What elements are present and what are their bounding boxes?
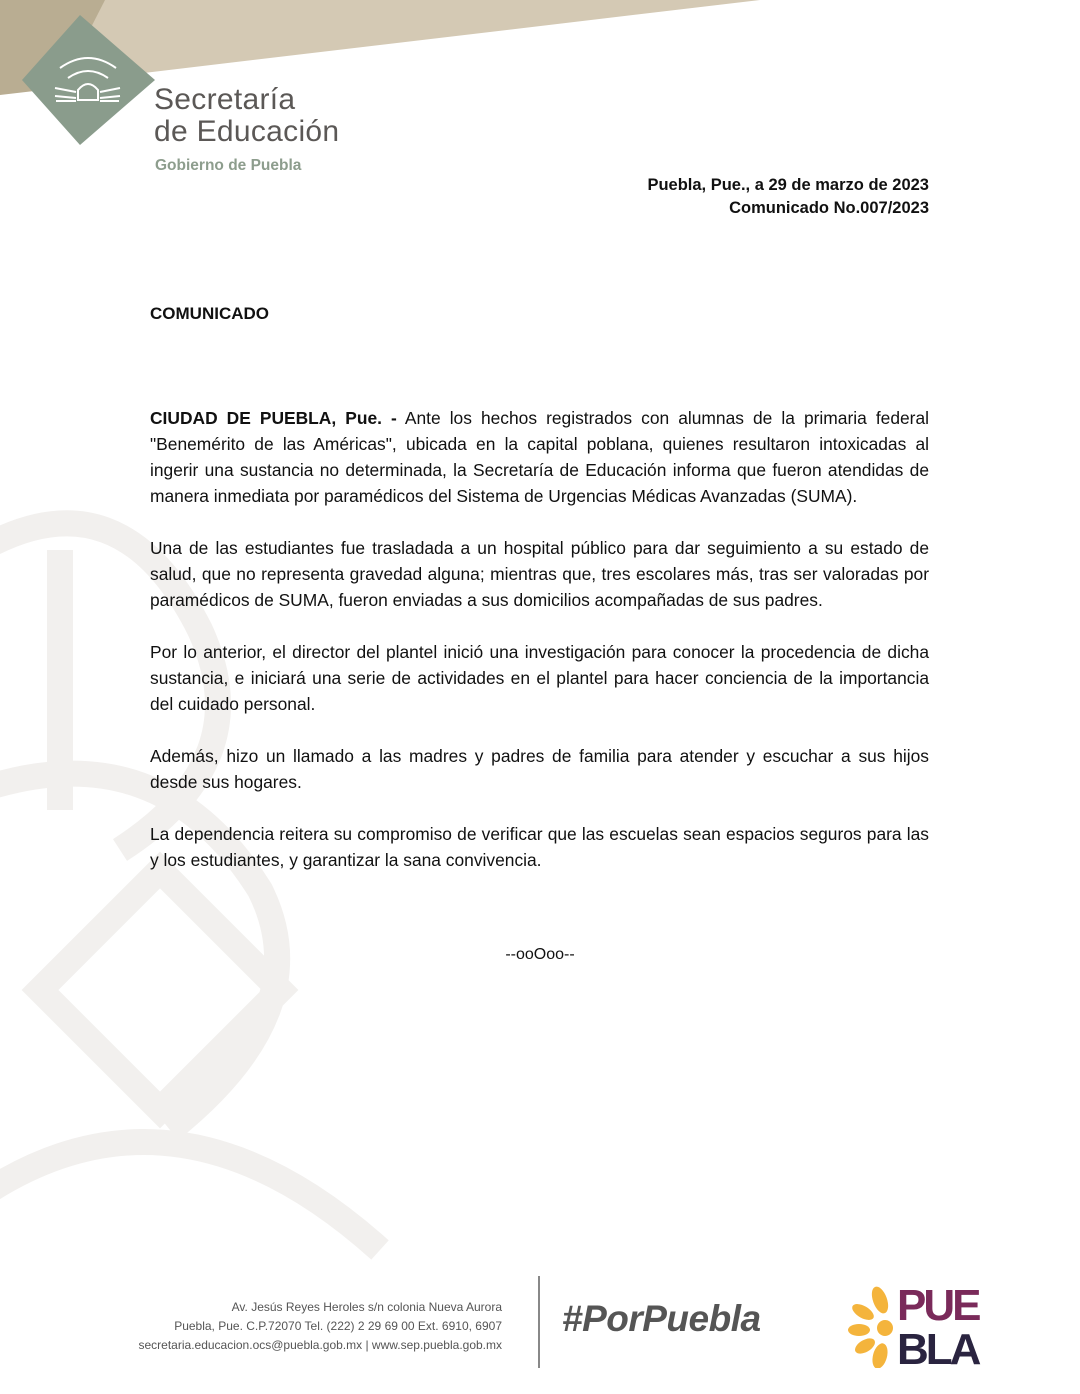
- paragraph: Por lo anterior, el director del plantel inició una investigación para conocer la procedencia de dicha sustancia, e iniciará una serie de actividades en el plantel para hacer conciencia de la importancia del cuidado personal.: [150, 642, 929, 714]
- paragraph: La dependencia reitera su compromiso de verificar que las escuelas sean espacios seguros para las y los estudiantes, y garantizar la sana convivencia.: [150, 824, 929, 870]
- secretaria-brand-name: [154, 84, 339, 148]
- communique-number: Comunicado No.007/2023: [729, 199, 929, 217]
- brand-line2: de Educación: [154, 115, 340, 148]
- puebla-logo: [845, 1278, 995, 1368]
- footer-divider: [538, 1276, 540, 1368]
- place-date: Puebla, Pue., a 29 de marzo de 2023: [647, 176, 929, 194]
- svg-text:PUE: PUE: [897, 1281, 979, 1330]
- closing-mark: --ooOoo--: [505, 946, 575, 963]
- svg-text:BLA: BLA: [897, 1325, 979, 1368]
- document-heading: COMUNICADO: [150, 304, 269, 323]
- paragraph: Una de las estudiantes fue trasladada a un hospital público para dar seguimiento a su estado de salud, que no representa gravedad alguna; mientras que, tres escolares más, tras ser valoradas por paramédicos de SUMA, fueron enviadas a sus domicilios acompañadas de sus padres.: [150, 538, 929, 610]
- paragraph: Además, hizo un llamado a las madres y padres de familia para atender y escuchar a sus hijos desde sus hogares.: [150, 746, 929, 792]
- puebla-flower-icon: [848, 1284, 893, 1368]
- hashtag-por-puebla: #PorPuebla: [562, 1298, 761, 1339]
- paragraph: CIUDAD DE PUEBLA, Pue. - Ante los hechos registrados con alumnas de la primaria federal "Benemérito de las Américas", ubicada en la capital poblana, quienes resultaron intoxicadas al ingerir una sustancia no determinada, la Secretaría de Educación informa que fueron atendidas de manera inmediata por paramédicos del Sistema de Urgencias Médicas Avanzadas (SUMA).: [150, 408, 929, 506]
- document-body: [150, 405, 929, 899]
- footer-address: Av. Jesús Reyes Heroles s/n colonia Nueva Aurora Puebla, Pue. C.P.72070 Tel. (222) 2 29 69 00 Ext. 6910, 6907 secretaria.educacion.ocs@puebla.gob.mx | www.sep.puebla.gob.mx: [138, 1300, 502, 1352]
- brand-line1: Secretaría: [154, 83, 296, 116]
- document-meta: [647, 174, 929, 220]
- brand-subtitle: Gobierno de Puebla: [155, 157, 302, 174]
- dateline: CIUDAD DE PUEBLA, Pue. -: [150, 408, 397, 428]
